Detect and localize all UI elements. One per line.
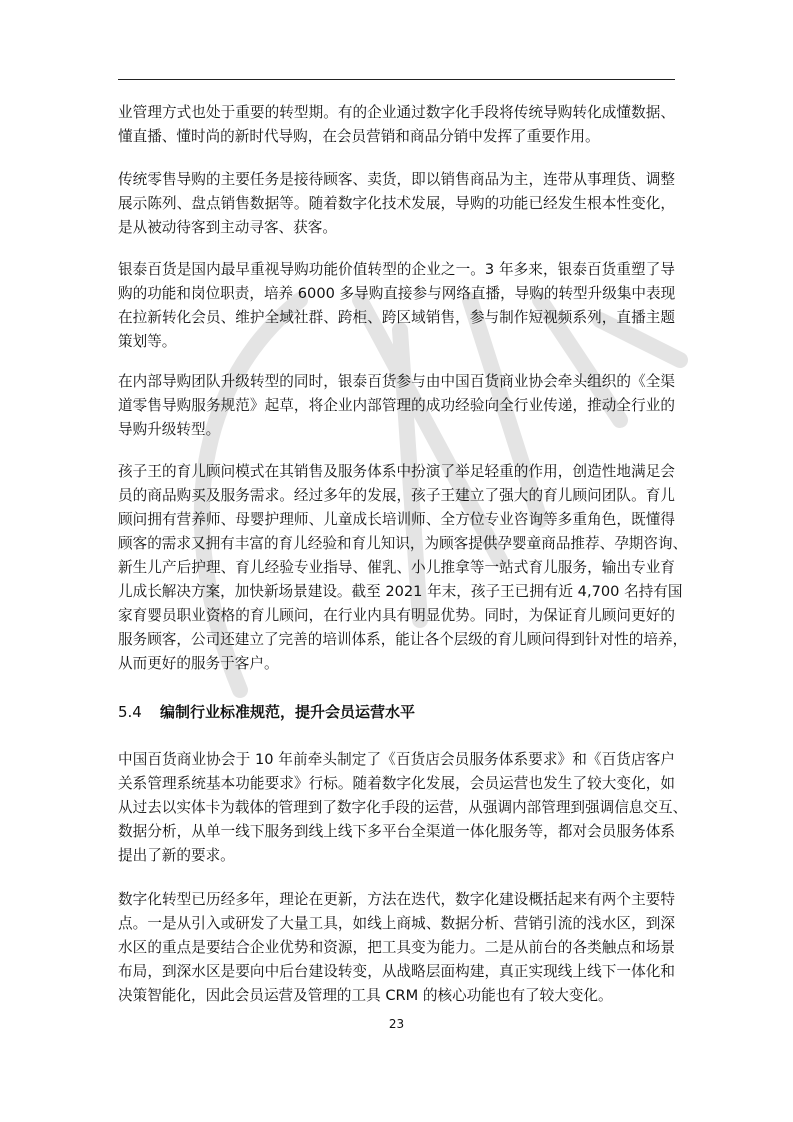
- section-title: 编制行业标准规范，提升会员运营水平: [160, 703, 416, 721]
- paragraph: [118, 258, 675, 354]
- text-line: 顾问拥有营养师、母婴护理师、儿童成长培训师、全方位专业咨询等多重角色，既懂得: [118, 511, 675, 528]
- text-line: 新生儿产后护理、育儿经验专业指导、催乳、小儿推拿等一站式育儿服务，输出专业育: [118, 559, 675, 576]
- page-number: 23: [388, 1017, 405, 1031]
- text-line: 在拉新转化会员、维护全域社群、跨柜、跨区域销售，参与制作短视频系列，直播主题: [118, 309, 675, 326]
- text-line: 展示陈列、盘点销售数据等。随着数字化技术发展，导购的功能已经发生根本性变化，: [118, 195, 675, 212]
- paragraph: [118, 168, 675, 240]
- text-line: 购的功能和岗位职责，培养 6000 多导购直接参与网络直播，导购的转型升级集中表现: [118, 285, 676, 302]
- text-line: 数字化转型已历经多年，理论在更新，方法在迭代，数字化建设概括起来有两个主要特: [118, 891, 675, 908]
- text-line: 孩子王的育儿顾问模式在其销售及服务体系中扮演了举足轻重的作用，创造性地满足会: [118, 463, 675, 480]
- text-line: 提出了新的要求。: [118, 847, 235, 864]
- text-line: 是从被动待客到主动寻客、获客。: [118, 219, 337, 236]
- text-line: 中国百货商业协会于 10 年前牵头制定了《百货店会员服务体系要求》和《百货店客户: [118, 751, 675, 768]
- text-line: 从过去以实体卡为载体的管理到了数字化手段的运营，从强调内部管理到强调信息交互、: [118, 799, 688, 816]
- text-line: 策划等。: [118, 333, 177, 350]
- paragraph: [118, 101, 675, 149]
- text-line: 传统零售导购的主要任务是接待顾客、卖货，即以销售商品为主，连带从事理货、调整: [118, 171, 675, 188]
- section-number: 5.4: [118, 703, 142, 721]
- text-line: 银泰百货是国内最早重视导购功能价值转型的企业之一。3 年多来，银泰百货重塑了导: [118, 261, 675, 278]
- text-line: 决策智能化，因此会员运营及管理的工具 CRM 的核心功能也有了较大变化。: [118, 987, 613, 1004]
- text-line: 业管理方式也处于重要的转型期。有的企业通过数字化手段将传统导购转化成懂数据、: [118, 104, 675, 121]
- text-line: 从而更好的服务于客户。: [118, 655, 279, 672]
- text-line: 关系管理系统基本功能要求》行标。随着数字化发展，会员运营也发生了较大变化，如: [118, 775, 675, 792]
- paragraph: [118, 370, 675, 442]
- text-line: 家育婴员职业资格的育儿顾问，在行业内具有明显优势。同时，为保证育儿顾问更好的: [118, 607, 675, 624]
- text-line: 在内部导购团队升级转型的同时，银泰百货参与由中国百货商业协会牵头组织的《全渠: [118, 373, 675, 390]
- text-line: 布局，到深水区是要向中后台建设转变，从战略层面构建，真正实现线上线下一体化和: [118, 963, 675, 980]
- paragraph: [118, 888, 675, 1008]
- text-line: 点。一是从引入或研发了大量工具，如线上商城、数据分析、营销引流的浅水区，到深: [118, 915, 675, 932]
- text-line: 顾客的需求又拥有丰富的育儿经验和育儿知识，为顾客提供孕婴童商品推荐、孕期咨询、: [118, 535, 688, 552]
- paragraph: [118, 460, 688, 676]
- text-line: 员的商品购买及服务需求。经过多年的发展，孩子王建立了强大的育儿顾问团队。育儿: [118, 487, 675, 504]
- paragraph: [118, 748, 688, 868]
- section-heading: [118, 700, 415, 724]
- text-line: 数据分析，从单一线下服务到线上线下多平台全渠道一体化服务等，都对会员服务体系: [118, 823, 675, 840]
- text-line: 服务顾客，公司还建立了完善的培训体系，能让各个层级的育儿顾问得到针对性的培养，: [118, 631, 688, 648]
- text-line: 导购升级转型。: [118, 421, 221, 438]
- text-line: 懂直播、懂时尚的新时代导购，在会员营销和商品分销中发挥了重要作用。: [118, 128, 600, 145]
- text-line: 儿成长解决方案，加快新场景建设。截至 2021 年末，孩子王已拥有近 4,700 名持有国: [118, 583, 683, 600]
- text-line: 道零售导购服务规范》起草，将企业内部管理的成功经验向全行业传递，推动全行业的: [118, 397, 675, 414]
- text-line: 水区的重点是要结合企业优势和资源，把工具变为能力。二是从前台的各类触点和场景: [118, 939, 675, 956]
- header-rule: [118, 79, 675, 80]
